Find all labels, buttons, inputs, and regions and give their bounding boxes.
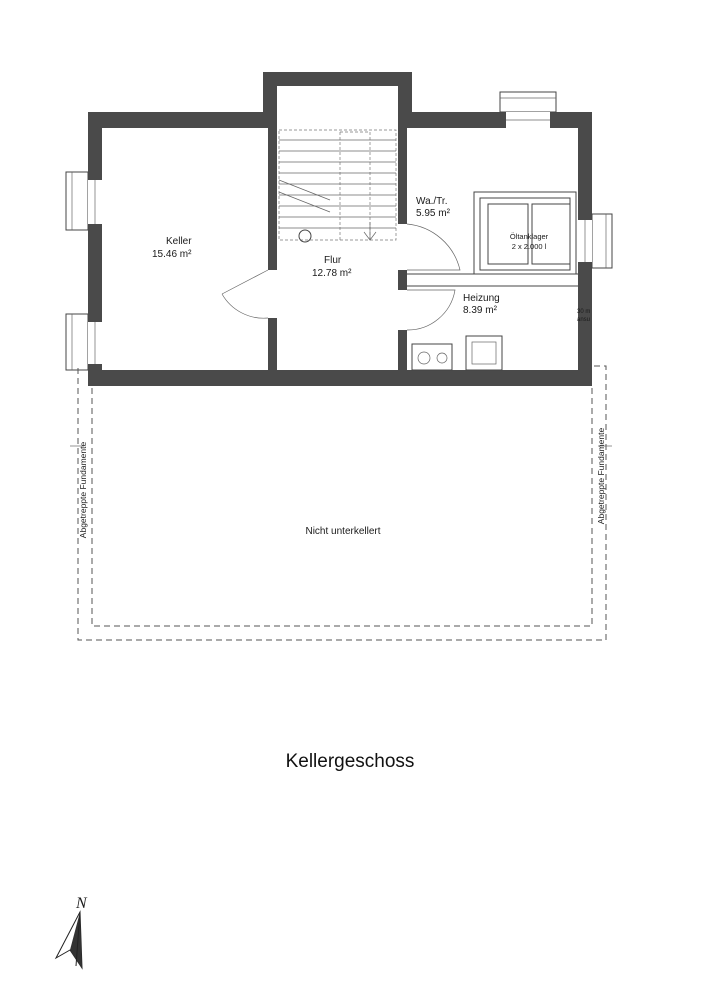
- foundation-label-right: Abgetreppte Fundamente: [596, 427, 606, 525]
- clipped-note-1: 30 m: [577, 309, 591, 315]
- room-area-watr: 5.95 m²: [416, 208, 450, 219]
- wall-flur-east-lower: [398, 330, 407, 370]
- window-west-lower: [66, 314, 102, 370]
- boiler: [466, 336, 502, 370]
- door-watr: [407, 224, 460, 270]
- north-label: N: [76, 895, 87, 912]
- stair-treads-right: [340, 140, 396, 228]
- door-heizung: [407, 290, 455, 330]
- equipment: [412, 336, 502, 370]
- tank-capacity: 2 x 2.000 l: [511, 242, 547, 251]
- tank-label: Öltanklager: [509, 232, 549, 241]
- room-name-keller: Keller: [166, 236, 192, 247]
- room-name-watr: Wa./Tr.: [416, 196, 448, 207]
- wall-flur-east-upper: [398, 128, 407, 224]
- window-west-upper: [66, 172, 102, 230]
- door-keller: [222, 270, 268, 318]
- room-name-heizung: Heizung: [463, 293, 500, 304]
- foundation-label-left: Abgetreppte Fundamente: [78, 441, 88, 539]
- window-north: [500, 92, 556, 128]
- room-area-keller: 15.46 m²: [152, 249, 192, 260]
- north-arrow-icon: [56, 895, 88, 968]
- windows: [66, 92, 612, 370]
- wall-keller-flur-lower: [268, 318, 277, 370]
- staircase: [279, 130, 396, 242]
- clipped-note-2: ansu: [577, 317, 591, 323]
- room-area-heizung: 8.39 m²: [463, 305, 497, 316]
- window-east: [578, 214, 612, 268]
- unexcavated-outline: [70, 366, 612, 640]
- room-area-flur: 12.78 m²: [312, 268, 352, 279]
- wall-keller-flur-upper: [268, 128, 277, 270]
- wall-flur-east-stub: [398, 270, 407, 290]
- unexcavated-label: Nicht unterkellert: [305, 526, 381, 537]
- room-name-flur: Flur: [324, 255, 342, 266]
- floor-title: Kellergeschoss: [285, 751, 415, 772]
- stair-treads-left: [279, 140, 340, 228]
